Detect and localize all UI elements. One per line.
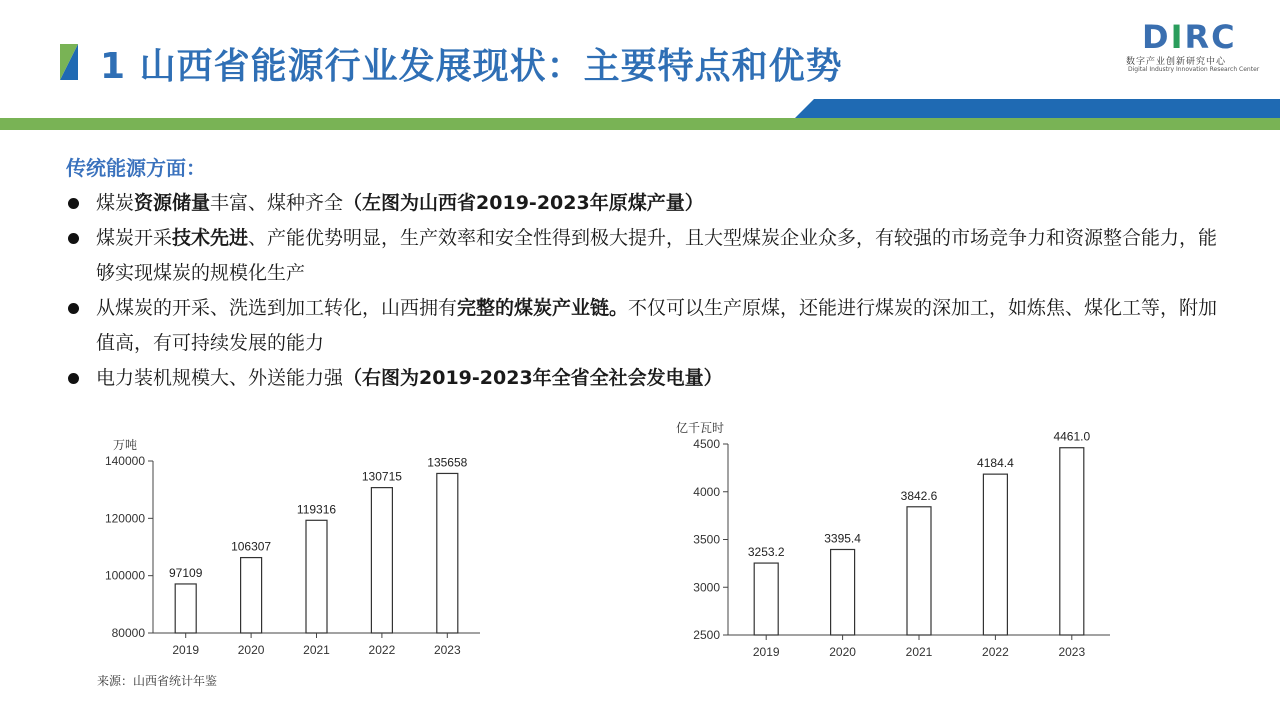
bullet-item [66, 186, 1226, 221]
bar-value-label: 135658 [427, 455, 468, 470]
page-title: 1 山西省能源行业发展现状：主要特点和优势 [100, 46, 843, 87]
bar [754, 563, 778, 635]
x-tick-label: 2020 [237, 643, 265, 657]
bar [241, 558, 262, 633]
y-tick-label: 100000 [104, 568, 145, 583]
header-band-blue [795, 99, 1280, 118]
bullet-text-bold: （左图为山西省2019-2023年原煤产量） [343, 192, 704, 214]
x-tick-label: 2023 [1058, 645, 1086, 659]
y-tick-label: 120000 [104, 511, 145, 526]
header-band-blue-bevel [795, 99, 814, 118]
x-tick-label: 2023 [433, 643, 461, 657]
bullet-text-bold: （右图为2019-2023年全省全社会发电量） [343, 367, 723, 389]
bar [306, 520, 327, 633]
bullet-dot-icon [68, 303, 79, 314]
y-tick-label: 3500 [693, 532, 720, 547]
bullet-text: 从煤炭的开采、洗选到加工转化，山西拥有 [96, 297, 458, 319]
bullet-text-bold: 资源储量 [134, 192, 211, 214]
bar [831, 549, 855, 635]
y-tick-label: 4000 [693, 484, 720, 499]
coal-output-chart [95, 430, 495, 665]
bullet-item [66, 221, 1226, 291]
bullet-dot-icon [68, 373, 79, 384]
bullet-text: 煤炭开采 [96, 227, 173, 249]
section-heading: 传统能源方面： [66, 156, 206, 180]
bullet-dot-icon [68, 233, 79, 244]
bar [371, 488, 392, 633]
bar [907, 507, 931, 635]
bar-value-label: 97109 [169, 565, 203, 580]
bar-value-label: 4461.0 [1053, 429, 1091, 444]
bar-value-label: 130715 [361, 469, 402, 484]
bullet-text: 电力装机规模大、外送能力强 [96, 367, 344, 389]
x-tick-label: 2020 [829, 645, 856, 659]
bullet-text: 不仅可以生产原煤，还能进行煤炭的深加工，如炼焦、煤化工等，附加值高，有可持续发展的能力 [96, 297, 1218, 354]
bar [175, 584, 196, 633]
logo-cn-name: 数字产业创新研究中心 [1126, 57, 1227, 67]
bullet-text: 丰富、煤种齐全 [210, 192, 344, 214]
dirc-logo [1122, 18, 1260, 76]
bar [983, 474, 1007, 635]
source-note: 来源：山西省统计年鉴 [97, 674, 218, 688]
x-tick-label: 2021 [303, 643, 330, 657]
y-tick-label: 4500 [693, 437, 720, 451]
power-generation-chart [670, 420, 1130, 670]
bullet-text: 煤炭 [96, 192, 135, 214]
logo-en-name: Digital Industry Innovation Research Center [1128, 66, 1260, 73]
header-band-green [0, 118, 1280, 130]
bar-value-label: 3842.6 [900, 488, 938, 503]
bar-value-label: 3395.4 [824, 531, 861, 546]
bullet-text-bold: 完整的煤炭产业链。 [457, 297, 629, 319]
logo-wordmark [1142, 18, 1237, 56]
bullet-list [66, 186, 1226, 396]
y-tick-label: 3000 [693, 580, 720, 595]
bar-value-label: 106307 [231, 539, 272, 554]
x-tick-label: 2022 [368, 643, 396, 657]
logo-letter: R [1184, 18, 1212, 56]
x-tick-label: 2019 [172, 643, 200, 657]
bar-value-label: 119316 [296, 502, 337, 517]
y-tick-label: 2500 [693, 628, 720, 642]
bullet-item [66, 291, 1226, 361]
bar-value-label: 4184.4 [977, 456, 1014, 471]
x-tick-label: 2019 [752, 645, 780, 659]
bullet-dot-icon [68, 198, 79, 209]
bullet-item [66, 361, 1226, 396]
logo-letter: D [1142, 18, 1171, 56]
bar-value-label: 3253.2 [747, 545, 785, 560]
logo-letter: C [1211, 18, 1237, 56]
y-tick-label: 80000 [111, 626, 145, 640]
x-tick-label: 2021 [905, 645, 933, 659]
logo-letter: I [1170, 18, 1185, 56]
bullet-text-bold: 技术先进 [172, 227, 249, 249]
title-accent-mark [60, 44, 78, 80]
y-axis-unit-label: 万吨 [112, 438, 138, 452]
y-tick-label: 140000 [104, 454, 145, 468]
bar [437, 473, 458, 633]
bullet-text: 、产能优势明显，生产效率和安全性得到极大提升，且大型煤炭企业众多，有较强的市场竞争力和资源整合能力，能够实现煤炭的规模化生产 [96, 227, 1218, 284]
x-tick-label: 2022 [982, 645, 1009, 659]
bar [1060, 448, 1084, 635]
y-axis-unit-label: 亿千瓦时 [675, 421, 725, 435]
